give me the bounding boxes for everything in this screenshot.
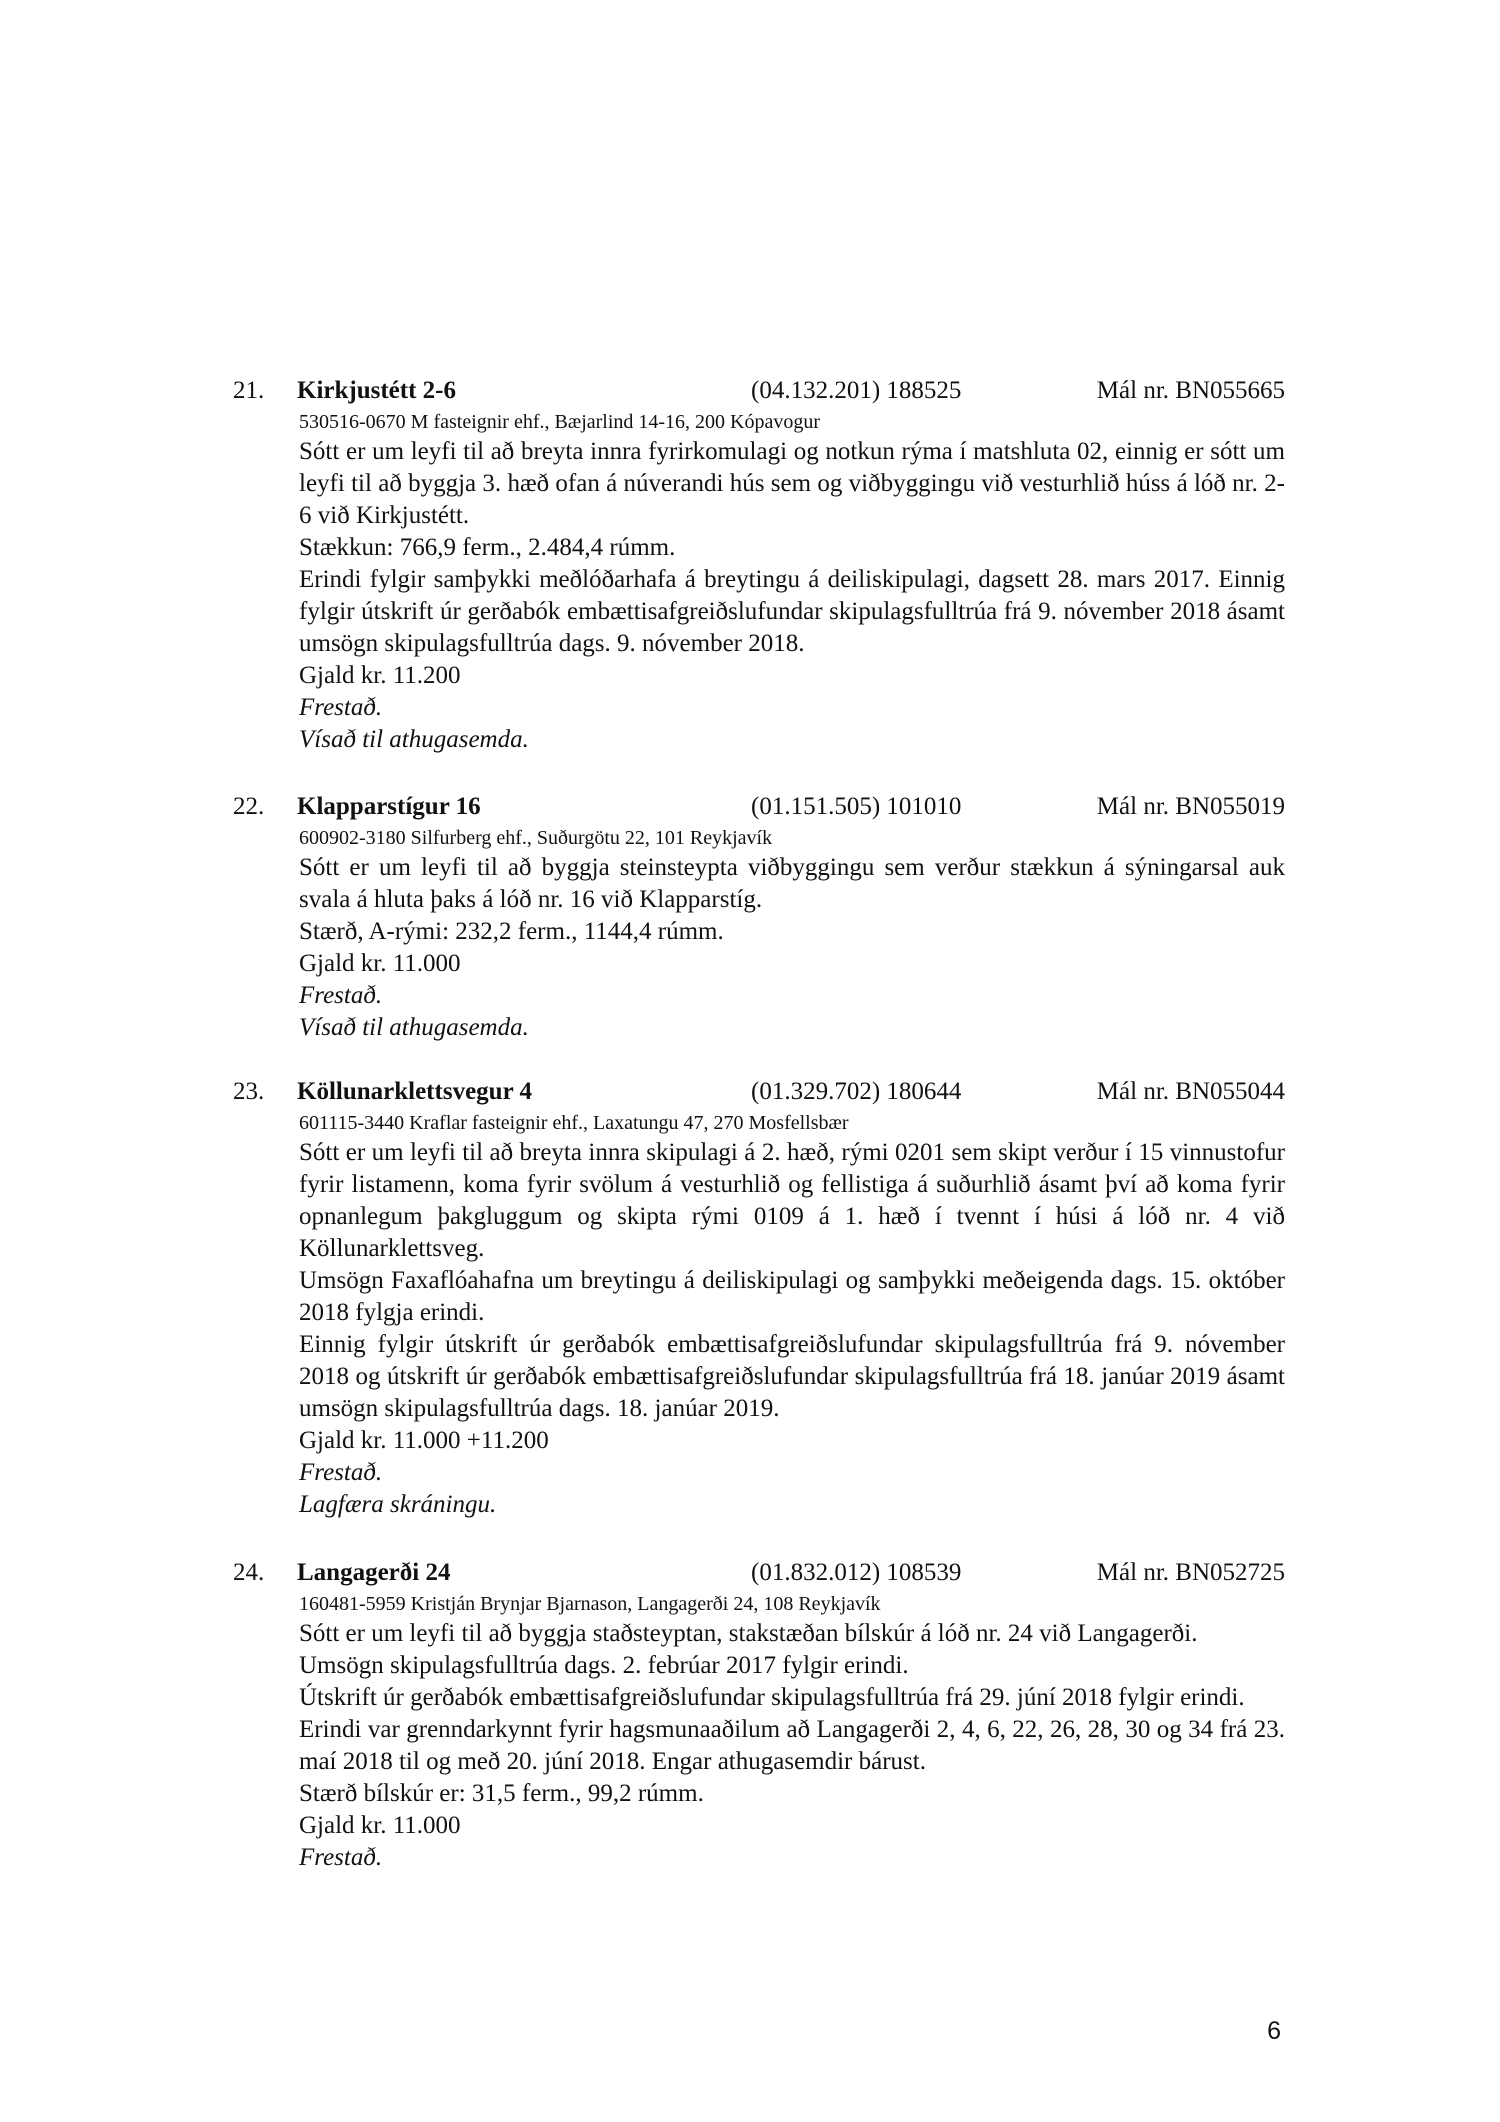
case-address: Kirkjustétt 2-6 xyxy=(297,377,456,404)
case-number: 22. xyxy=(233,793,265,820)
case-paragraph: Umsögn Faxaflóahafna um breytingu á deiliskipulagi og samþykki meðeigenda dags. 15. október 2018 fylgja erindi. xyxy=(299,1267,1285,1326)
decision: Lagfæra skráningu. xyxy=(299,1491,497,1518)
case-reference: (04.132.201) 188525 xyxy=(751,377,962,404)
case-header xyxy=(233,790,1285,824)
case-reference: (01.151.505) 101010 xyxy=(751,793,962,820)
case-paragraph: Stærð, A-rými: 232,2 ferm., 1144,4 rúmm. xyxy=(299,918,724,945)
case-paragraph: Sótt er um leyfi til að breyta innra skipulagi á 2. hæð, rými 0201 sem skipt verður í 15 vinnustofur fyrir listamenn, koma fyrir svölum á vesturhlið og fellistiga á suðurhlið ásamt því að koma fyrir opnanlegum þakgluggum og skipta rými 0109 á 1. hæð í tvennt í húsi á lóð nr. 4 við Köllunarklettsveg. xyxy=(299,1139,1285,1262)
decision: Vísað til athugasemda. xyxy=(299,1014,529,1041)
decision: Frestað. xyxy=(299,982,383,1009)
fee: Gjald kr. 11.000 xyxy=(299,1812,461,1839)
case-paragraph: Stærð bílskúr er: 31,5 ferm., 99,2 rúmm. xyxy=(299,1780,704,1807)
case-paragraph: Umsögn skipulagsfulltrúa dags. 2. febrúar 2017 fylgir erindi. xyxy=(299,1652,909,1679)
case-item xyxy=(233,790,1285,1044)
case-body xyxy=(299,1109,1285,1521)
decision: Frestað. xyxy=(299,1459,383,1486)
case-id: Mál nr. BN055665 xyxy=(1096,377,1285,404)
case-item xyxy=(233,374,1285,756)
case-paragraph: Erindi var grenndarkynnt fyrir hagsmunaaðilum að Langagerði 2, 4, 6, 22, 26, 28, 30 og 34 frá 23. maí 2018 til og með 20. júní 2018. Engar athugasemdir bárust. xyxy=(299,1716,1285,1775)
case-paragraph: Erindi fylgir samþykki meðlóðarhafa á breytingu á deiliskipulagi, dagsett 28. mars 2017. Einnig fylgir útskrift úr gerðabók embættisafgreiðslufundar skipulagsfulltrúa frá 9. nóvember 2018 ásamt umsögn skipulagsfulltrúa dags. 9. nóvember 2018. xyxy=(299,566,1285,657)
case-address: Köllunarklettsvegur 4 xyxy=(297,1078,532,1105)
applicant: 530516-0670 M fasteignir ehf., Bæjarlind 14-16, 200 Kópavogur xyxy=(299,411,821,433)
case-number: 21. xyxy=(233,377,265,404)
decision: Frestað. xyxy=(299,694,383,721)
case-number: 23. xyxy=(233,1078,265,1105)
case-body xyxy=(299,408,1285,756)
case-item xyxy=(233,1075,1285,1521)
case-paragraph: Sótt er um leyfi til að byggja staðsteyptan, stakstæðan bílskúr á lóð nr. 24 við Langagerði. xyxy=(299,1620,1198,1647)
applicant: 160481-5959 Kristján Brynjar Bjarnason, Langagerði 24, 108 Reykjavík xyxy=(299,1593,881,1615)
case-number: 24. xyxy=(233,1559,265,1586)
case-paragraph: Útskrift úr gerðabók embættisafgreiðslufundar skipulagsfulltrúa frá 29. júní 2018 fylgir erindi. xyxy=(299,1684,1245,1711)
case-address: Langagerði 24 xyxy=(297,1559,451,1586)
case-body xyxy=(299,1590,1285,1874)
decision: Vísað til athugasemda. xyxy=(299,726,529,753)
decision: Frestað. xyxy=(299,1844,383,1871)
case-header xyxy=(233,374,1285,408)
case-id: Mál nr. BN055044 xyxy=(1096,1078,1285,1105)
page-number: 6 xyxy=(1267,2017,1281,2045)
case-paragraph: Sótt er um leyfi til að byggja steinsteypta viðbyggingu sem verður stækkun á sýningarsal auk svala á hluta þaks á lóð nr. 16 við Klapparstíg. xyxy=(299,854,1285,913)
case-reference: (01.329.702) 180644 xyxy=(751,1078,962,1105)
case-paragraph: Stækkun: 766,9 ferm., 2.484,4 rúmm. xyxy=(299,534,676,561)
case-header xyxy=(233,1556,1285,1590)
fee: Gjald kr. 11.000 +11.200 xyxy=(299,1427,549,1454)
case-paragraph: Sótt er um leyfi til að breyta innra fyrirkomulagi og notkun rýma í matshluta 02, einnig er sótt um leyfi til að byggja 3. hæð ofan á núverandi hús sem og viðbyggingu við vesturhlið húss á lóð nr. 2-6 við Kirkjustétt. xyxy=(299,438,1285,529)
case-id: Mál nr. BN055019 xyxy=(1096,793,1285,820)
case-item xyxy=(233,1556,1285,1874)
fee: Gjald kr. 11.000 xyxy=(299,950,461,977)
case-paragraph: Einnig fylgir útskrift úr gerðabók embættisafgreiðslufundar skipulagsfulltrúa frá 9. nóvember 2018 og útskrift úr gerðabók embættisafgreiðslufundar skipulagsfulltrúa frá 18. janúar 2019 ásamt umsögn skipulagsfulltrúa dags. 18. janúar 2019. xyxy=(299,1331,1285,1422)
applicant: 601115-3440 Kraflar fasteignir ehf., Laxatungu 47, 270 Mosfellsbær xyxy=(299,1112,849,1134)
case-header xyxy=(233,1075,1285,1109)
case-address: Klapparstígur 16 xyxy=(297,793,481,820)
fee: Gjald kr. 11.200 xyxy=(299,662,461,689)
case-body xyxy=(299,824,1285,1044)
applicant: 600902-3180 Silfurberg ehf., Suðurgötu 22, 101 Reykjavík xyxy=(299,827,773,849)
case-id: Mál nr. BN052725 xyxy=(1096,1559,1285,1586)
case-reference: (01.832.012) 108539 xyxy=(751,1559,962,1586)
